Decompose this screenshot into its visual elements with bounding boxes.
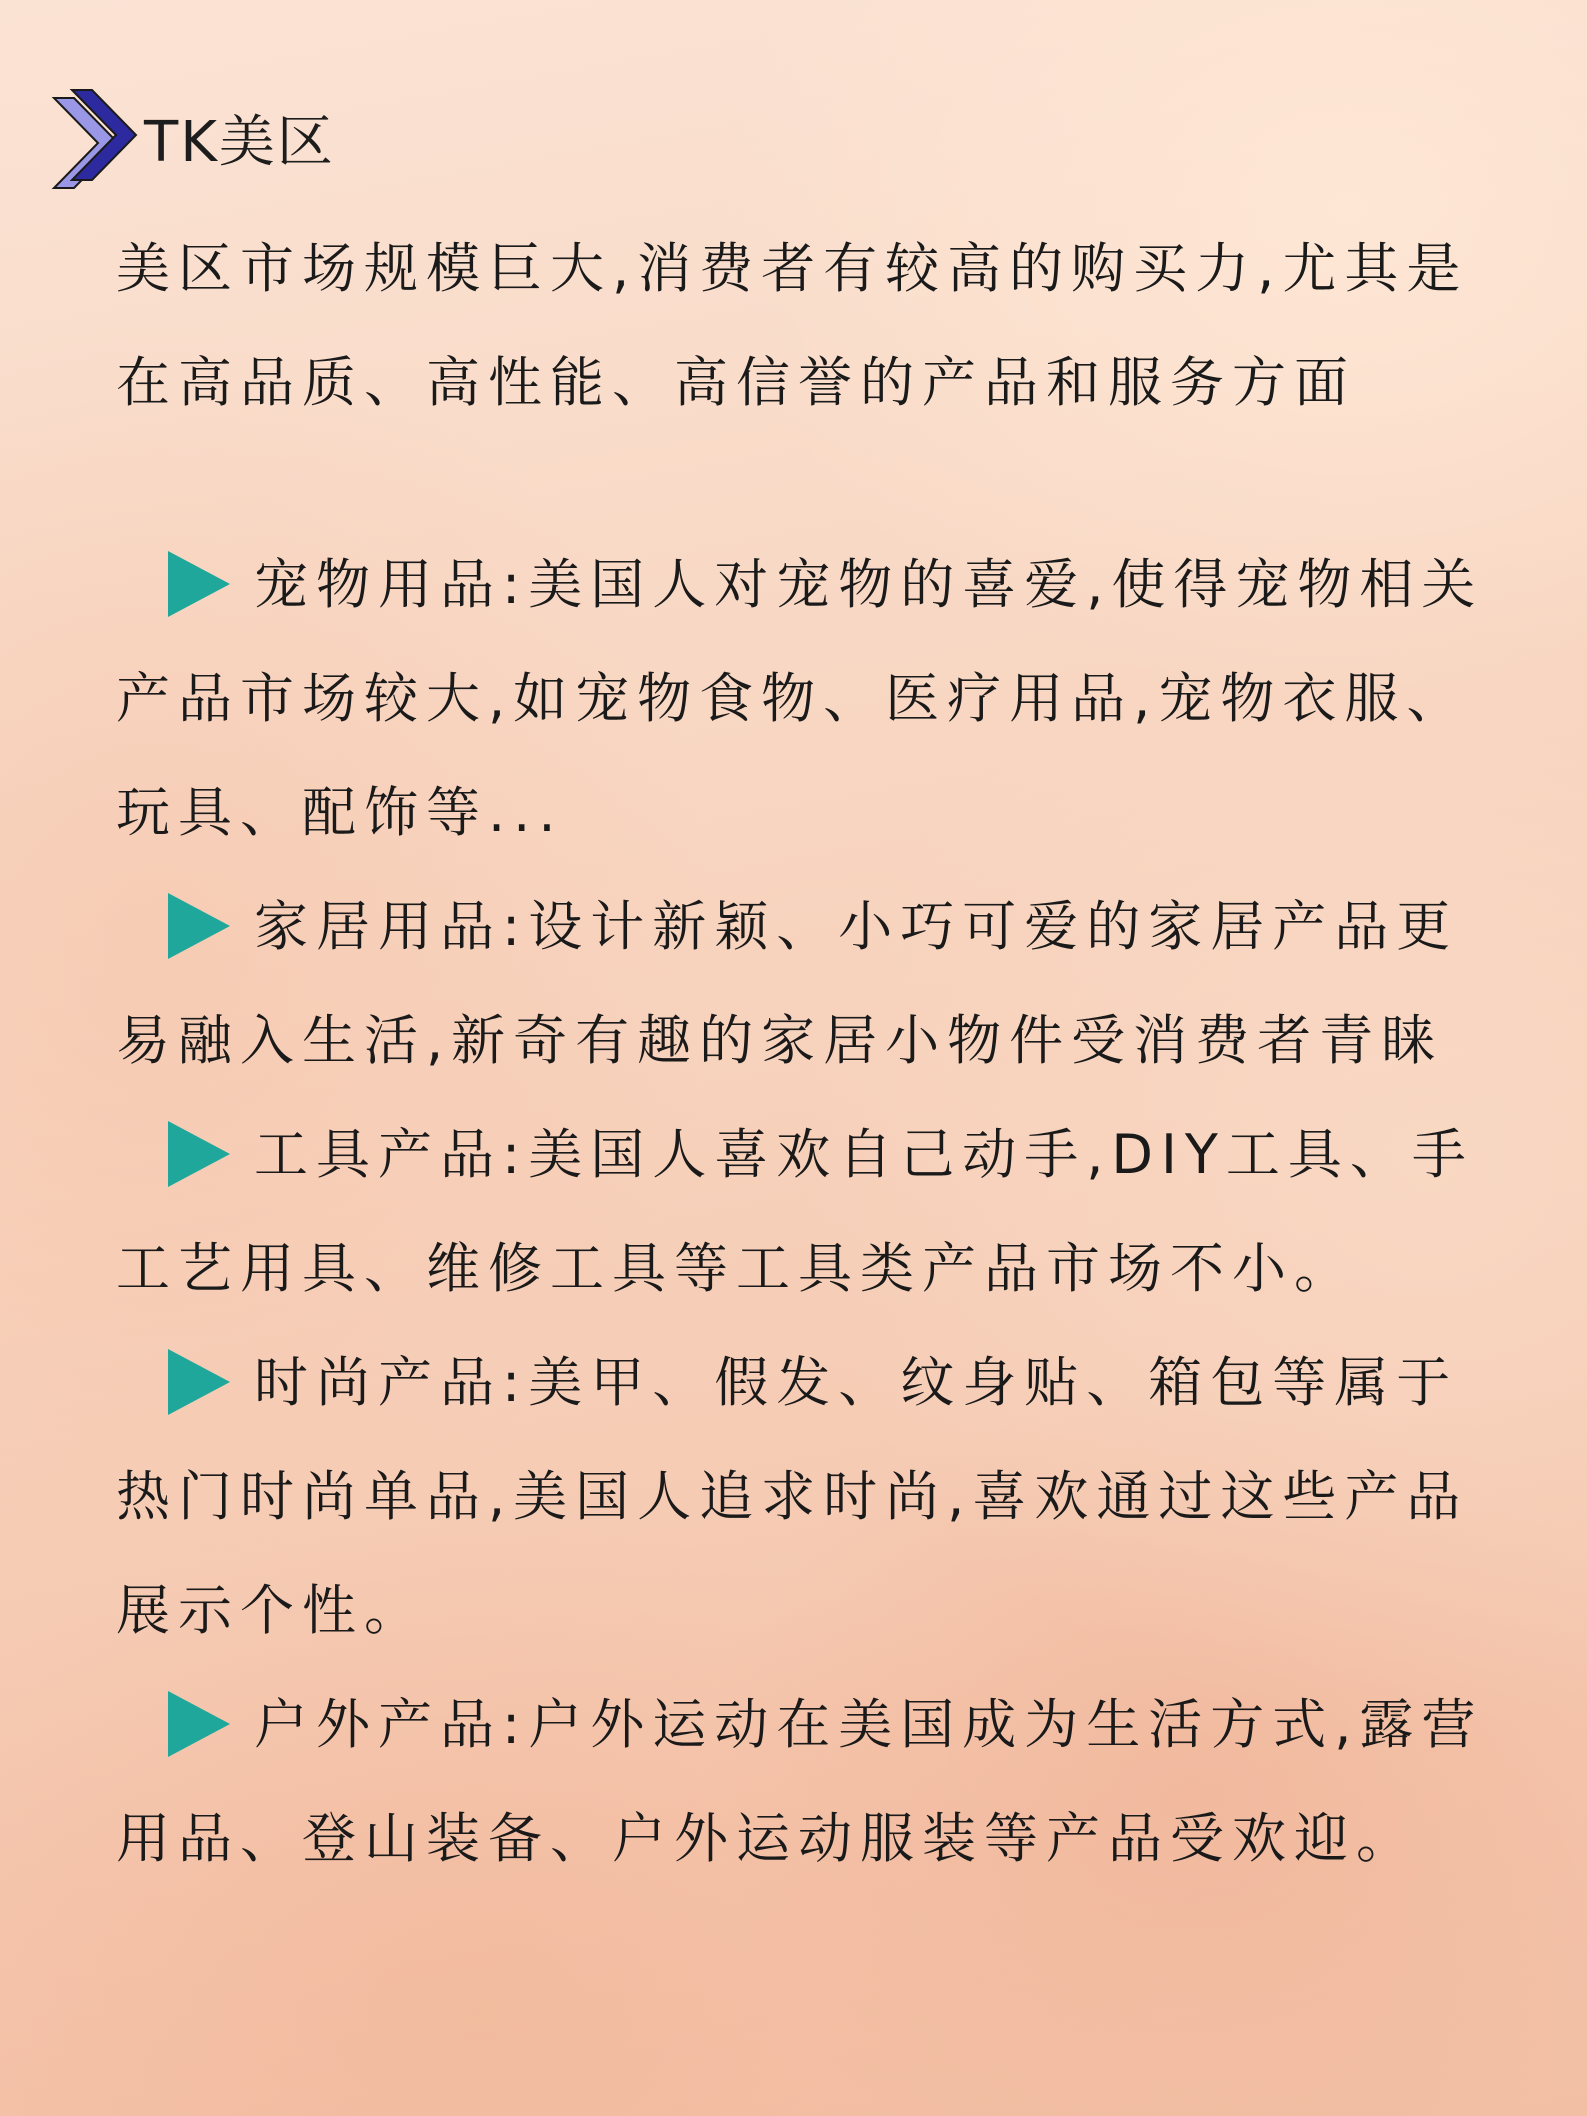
bullet-arrow-icon (168, 893, 230, 959)
page-title: TK美区 (144, 110, 335, 175)
bullet-arrow-icon (168, 551, 230, 617)
section-fashion (116, 1326, 1516, 1668)
double-chevron-right-icon (48, 88, 140, 198)
section-pet-supplies (116, 528, 1516, 870)
bullet-arrow-icon (168, 1691, 230, 1757)
intro-paragraph: 美区市场规模巨大,消费者有较高的购买力,尤其是在高品质、高性能、高信誉的产品和服务方面 (116, 237, 1469, 414)
section-text: 工具产品:美国人喜欢自己动手,DIY工具、手工艺用具、维修工具等工具类产品市场不小。 (116, 1123, 1474, 1300)
section-outdoor (116, 1668, 1516, 1896)
section-tools (116, 1098, 1516, 1326)
section-home-goods (116, 870, 1516, 1098)
header (48, 88, 335, 198)
section-text: 宠物用品:美国人对宠物的喜爱,使得宠物相关产品市场较大,如宠物食物、医疗用品,宠物衣服、玩具、配饰等... (116, 553, 1484, 844)
section-text: 时尚产品:美甲、假发、纹身贴、箱包等属于热门时尚单品,美国人追求时尚,喜欢通过这些产品展示个性。 (116, 1351, 1469, 1642)
section-text: 家居用品:设计新颖、小巧可爱的家居产品更易融入生活,新奇有趣的家居小物件受消费者青睐 (116, 895, 1459, 1072)
bullet-arrow-icon (168, 1349, 230, 1415)
bullet-arrow-icon (168, 1121, 230, 1187)
section-text: 户外产品:户外运动在美国成为生活方式,露营用品、登山装备、户外运动服装等产品受欢迎。 (116, 1693, 1484, 1870)
